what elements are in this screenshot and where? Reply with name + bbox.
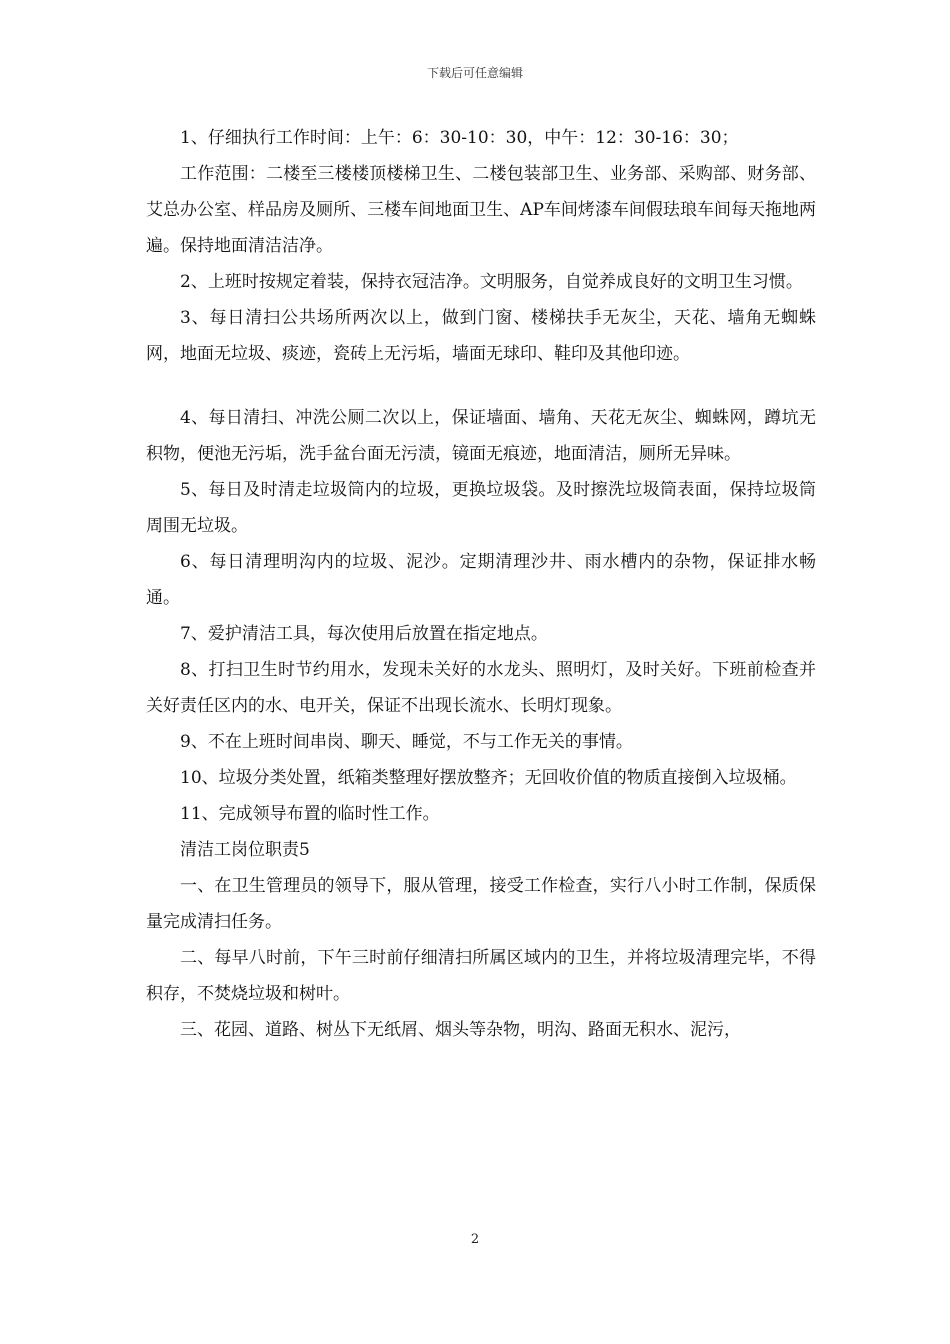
paragraph-temporary-work: 11、完成领导布置的临时性工作。 — [180, 804, 440, 824]
paragraph-dress-code: 2、上班时按规定着装，保持衣冠洁净。文明服务，自觉养成良好的文明卫生习惯。 — [180, 272, 803, 292]
paragraph-schedule: 二、每早八时前，下午三时前仔细清扫所属区域内的卫生，并将垃圾清理完毕，不得积存，不焚烧垃圾和树叶。 — [146, 948, 816, 1004]
paragraph-toilet-cleaning: 4、每日清扫、冲洗公厕二次以上，保证墙面、墙角、天花无灰尘、蜘蛛网，蹲坑无积物，便池无污垢，洗手盆台面无污渍，镜面无痕迹，地面清洁，厕所无异味。 — [146, 408, 816, 464]
paragraph-tools: 7、爱护清洁工具，每次使用后放置在指定地点。 — [180, 624, 548, 644]
paragraph-work-hours: 1、仔细执行工作时间：上午：6：30-10：30，中午：12：30-16：30； — [180, 128, 739, 148]
page-number: 2 — [470, 1232, 480, 1247]
document-body — [146, 120, 816, 1048]
paragraph-discipline: 9、不在上班时间串岗、聊天、睡觉，不与工作无关的事情。 — [180, 732, 633, 752]
section-heading: 清洁工岗位职责5 — [180, 840, 310, 860]
paragraph-saving-water: 8、打扫卫生时节约用水，发现未关好的水龙头、照明灯，及时关好。下班前检查并关好责任区内的水、电开关，保证不出现长流水、长明灯现象。 — [146, 660, 816, 716]
paragraph-trash-bins: 5、每日及时清走垃圾筒内的垃圾，更换垃圾袋。及时擦洗垃圾筒表面，保持垃圾筒周围无垃圾。 — [146, 480, 816, 536]
paragraph-sorting: 10、垃圾分类处置，纸箱类整理好摆放整齐；无回收价值的物质直接倒入垃圾桶。 — [180, 768, 797, 788]
paragraph-garden: 三、花园、道路、树丛下无纸屑、烟头等杂物，明沟、路面无积水、泥污， — [180, 1020, 741, 1040]
paragraph-management: 一、在卫生管理员的领导下，服从管理，接受工作检查，实行八小时工作制，保质保量完成清扫任务。 — [146, 876, 816, 932]
paragraph-public-cleaning: 3、每日清扫公共场所两次以上，做到门窗、楼梯扶手无灰尘，天花、墙角无蜘蛛网，地面无垃圾、痰迹，瓷砖上无污垢，墙面无球印、鞋印及其他印迹。 — [146, 308, 816, 364]
paragraph-drainage: 6、每日清理明沟内的垃圾、泥沙。定期清理沙井、雨水槽内的杂物，保证排水畅通。 — [146, 552, 816, 608]
page-header: 下载后可任意编辑 — [426, 66, 523, 80]
paragraph-work-scope: 工作范围：二楼至三楼楼顶楼梯卫生、二楼包装部卫生、业务部、采购部、财务部、艾总办公室、样品房及厕所、三楼车间地面卫生、AP车间烤漆车间假珐琅车间每天拖地两遍。保持地面清洁洁净。 — [146, 164, 816, 256]
